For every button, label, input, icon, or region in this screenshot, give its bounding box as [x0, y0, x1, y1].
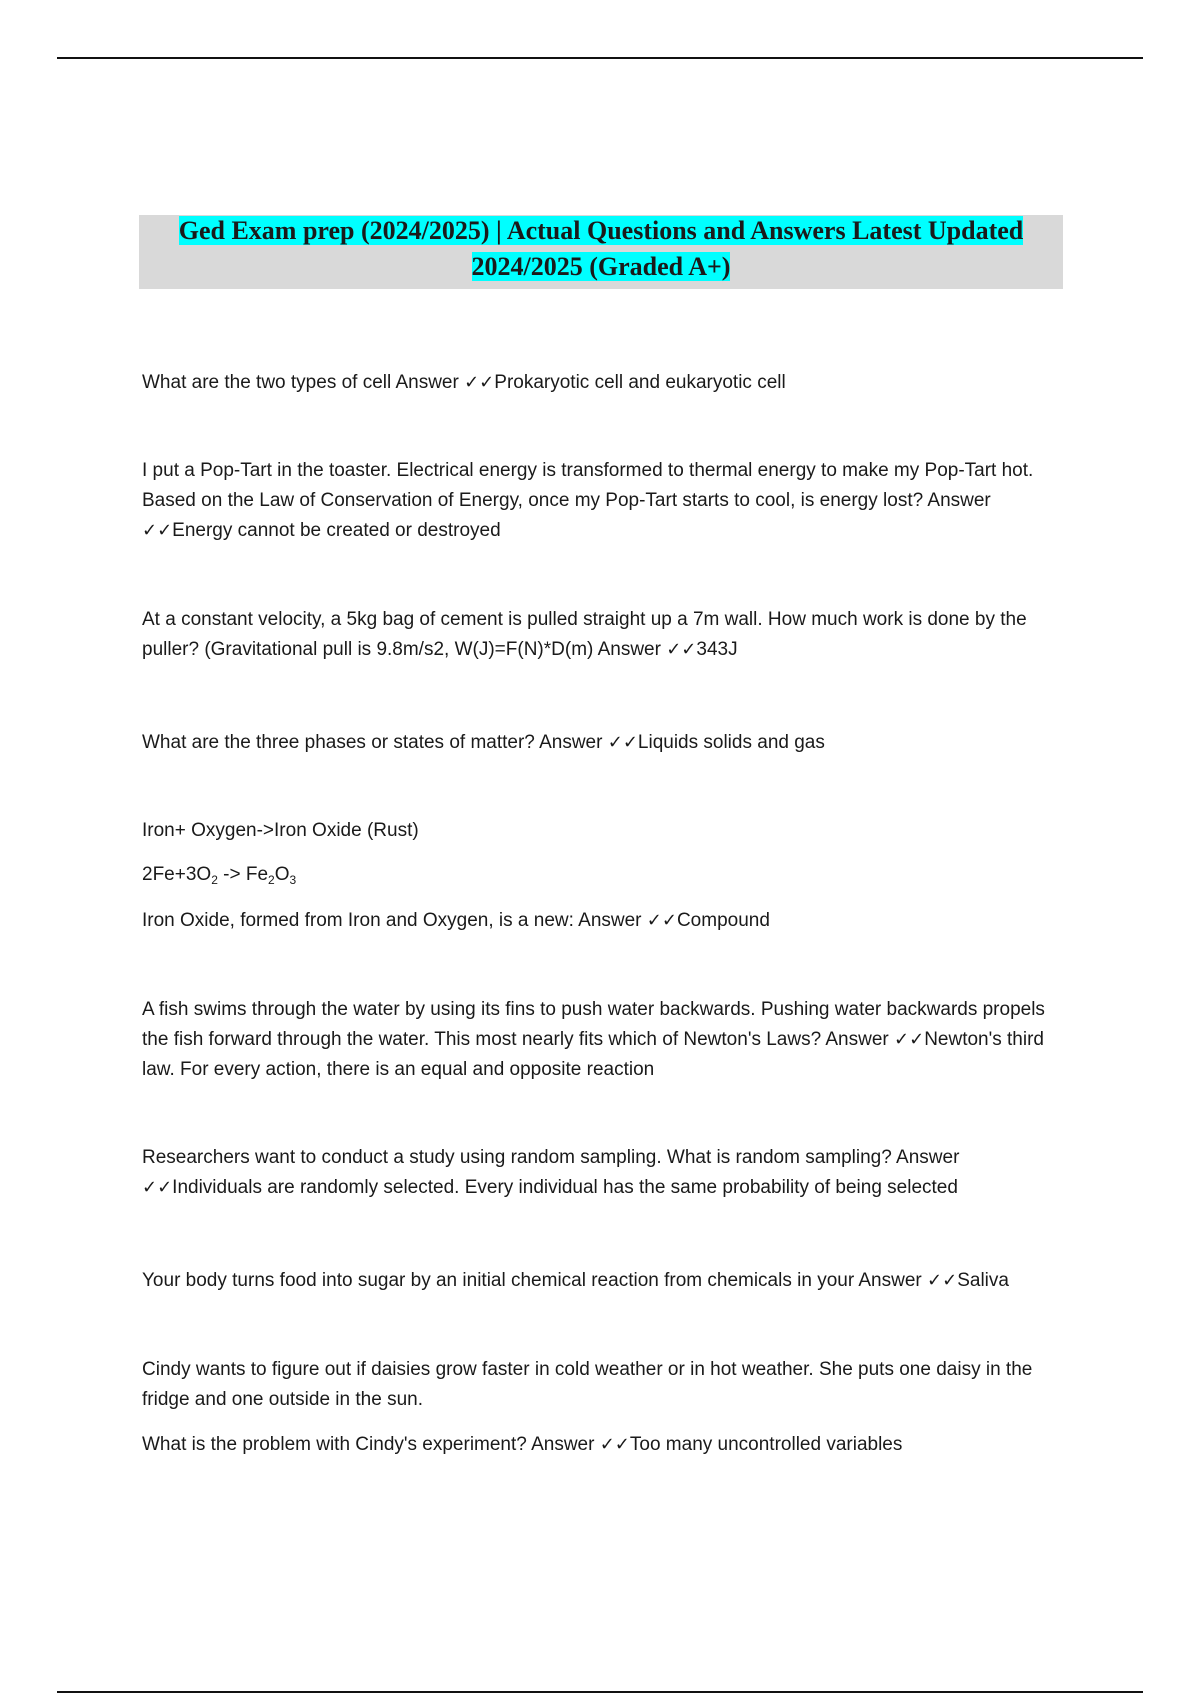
- equation-subscript: 2: [268, 873, 275, 887]
- document-title: [139, 215, 1063, 289]
- equation-subscript: 2: [211, 873, 218, 887]
- equation-left: 2Fe+3O: [142, 864, 212, 885]
- answer-text: Too many uncontrolled variables: [629, 1434, 903, 1455]
- checkmark-icon: ✓✓: [142, 520, 173, 541]
- answer-text: Saliva: [957, 1270, 1009, 1291]
- qa-item-cell-types: [142, 368, 1067, 398]
- checkmark-icon: ✓✓: [646, 910, 677, 931]
- qa-item-fish-newton: [142, 995, 1067, 1085]
- question-text: What are the three phases or states of matter? Answer: [142, 732, 608, 753]
- question-text: I put a Pop-Tart in the toaster. Electrical energy is transformed to thermal energy to make my Pop-Tart hot. Based on the Law of Conservation of Energy, once my Pop-Tart starts to cool, is energy lost? Answer: [142, 460, 1034, 511]
- checkmark-icon: ✓✓: [894, 1029, 925, 1050]
- top-rule: [57, 57, 1143, 59]
- rust-intro-text: Iron+ Oxygen->Iron Oxide (Rust): [142, 820, 419, 841]
- equation-oxygen: O: [274, 864, 290, 885]
- qa-item-rust-intro: [142, 816, 1067, 846]
- answer-text: Prokaryotic cell and eukaryotic cell: [494, 372, 786, 393]
- qa-item-compound: [142, 906, 1067, 936]
- answer-text: 343J: [696, 639, 738, 660]
- qa-item-pop-tart: [142, 456, 1067, 546]
- equation-arrow: -> Fe: [217, 864, 269, 885]
- cindy-intro-text: Cindy wants to figure out if daisies grow faster in cold weather or in hot weather. She puts one daisy in the fridge and one outside in the sun.: [142, 1359, 1033, 1410]
- checkmark-icon: ✓✓: [142, 1177, 173, 1198]
- qa-item-cindy-experiment: [142, 1430, 1067, 1460]
- checkmark-icon: ✓✓: [464, 372, 495, 393]
- question-text: At a constant velocity, a 5kg bag of cement is pulled straight up a 7m wall. How much work is done by the puller? (Gravitational pull is 9.8m/s2, W(J)=F(N)*D(m) Answer: [142, 609, 1027, 660]
- qa-item-saliva: [142, 1266, 1067, 1296]
- equation-subscript: 3: [289, 873, 297, 887]
- chemical-equation: [142, 860, 1067, 890]
- question-text: Iron Oxide, formed from Iron and Oxygen, is a new: Answer: [142, 910, 647, 931]
- question-text: What is the problem with Cindy's experiment? Answer: [142, 1434, 600, 1455]
- question-text: A fish swims through the water by using its fins to push water backwards. Pushing water backwards propels the fish forward through the water. This most nearly fits which of Newton's Laws? Answer: [142, 999, 1045, 1050]
- qa-item-states-of-matter: [142, 728, 1067, 758]
- answer-text: Energy cannot be created or destroyed: [172, 520, 501, 541]
- checkmark-icon: ✓✓: [666, 639, 697, 660]
- bottom-rule: [57, 1691, 1143, 1693]
- question-text: Researchers want to conduct a study using random sampling. What is random sampling? Answer: [142, 1147, 960, 1168]
- checkmark-icon: ✓✓: [607, 732, 638, 753]
- answer-text: Liquids solids and gas: [637, 732, 825, 753]
- qa-item-work: [142, 605, 1067, 665]
- question-text: Your body turns food into sugar by an initial chemical reaction from chemicals in your Answer: [142, 1270, 928, 1291]
- qa-item-cindy-intro: [142, 1355, 1067, 1415]
- answer-text: Compound: [676, 910, 770, 931]
- checkmark-icon: ✓✓: [927, 1270, 958, 1291]
- question-text: What are the two types of cell Answer: [142, 372, 465, 393]
- title-line-2: 2024/2025 (Graded A+): [471, 252, 731, 281]
- checkmark-icon: ✓✓: [599, 1434, 630, 1455]
- answer-text: Newton's third law. For every action, there is an equal and opposite reaction: [142, 1029, 1044, 1080]
- qa-item-random-sampling: [142, 1143, 1067, 1203]
- title-line-1: Ged Exam prep (2024/2025) | Actual Questions and Answers Latest Updated: [178, 216, 1024, 245]
- answer-text: Individuals are randomly selected. Every individual has the same probability of being selected: [172, 1177, 958, 1198]
